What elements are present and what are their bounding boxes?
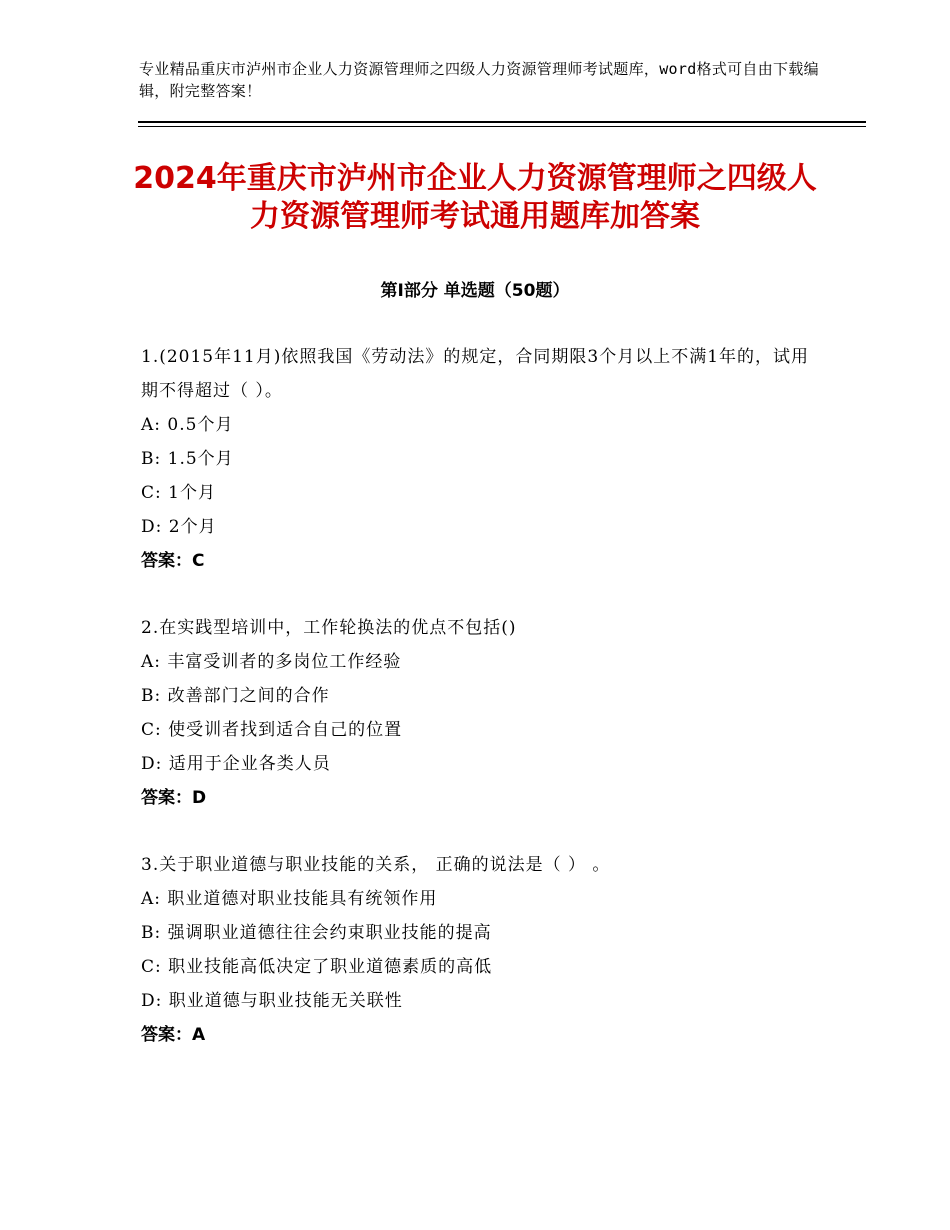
- answer-line: 答案：C: [141, 551, 205, 571]
- option-d: D: 职业道德与职业技能无关联性: [141, 991, 403, 1011]
- option-d: D: 2个月: [141, 517, 217, 537]
- answer-line: 答案：D: [141, 788, 207, 808]
- header-note: 专业精品重庆市泸州市企业人力资源管理师之四级人力资源管理师考试题库，word格式可自由下载编辑，附完整答案！: [139, 60, 819, 100]
- option-d: D: 适用于企业各类人员: [141, 754, 331, 774]
- answer-line: 答案：A: [141, 1025, 206, 1045]
- header-divider-thin: [138, 126, 866, 127]
- header-divider-thick: [138, 121, 866, 123]
- question-stem: 1.(2015年11月)依照我国《劳动法》的规定，合同期限3个月以上不满1年的，试用期不得超过（ ）。: [141, 347, 810, 401]
- option-a: A: 职业道德对职业技能具有统领作用: [141, 889, 438, 909]
- question-3: [141, 848, 821, 1052]
- option-c: C: 使受训者找到适合自己的位置: [141, 720, 403, 740]
- option-a: A: 丰富受训者的多岗位工作经验: [141, 652, 402, 672]
- option-b: B: 改善部门之间的合作: [141, 686, 330, 706]
- option-b: B: 强调职业道德往往会约束职业技能的提高: [141, 923, 492, 943]
- document-title: 2024年重庆市泸州市企业人力资源管理师之四级人力资源管理师考试通用题库加答案: [133, 161, 817, 234]
- option-c: C: 职业技能高低决定了职业道德素质的高低: [141, 957, 493, 977]
- question-1: [141, 340, 821, 578]
- question-2: [141, 611, 821, 815]
- section-title: 第Ⅰ部分 单选题（50题）: [380, 281, 570, 301]
- question-stem: 2.在实践型培训中，工作轮换法的优点不包括(): [141, 618, 517, 638]
- question-stem: 3.关于职业道德与职业技能的关系， 正确的说法是（ ） 。: [141, 855, 611, 875]
- option-a: A: 0.5个月: [141, 415, 234, 435]
- option-b: B: 1.5个月: [141, 449, 234, 469]
- option-c: C: 1个月: [141, 483, 216, 503]
- question-list: [141, 340, 821, 1085]
